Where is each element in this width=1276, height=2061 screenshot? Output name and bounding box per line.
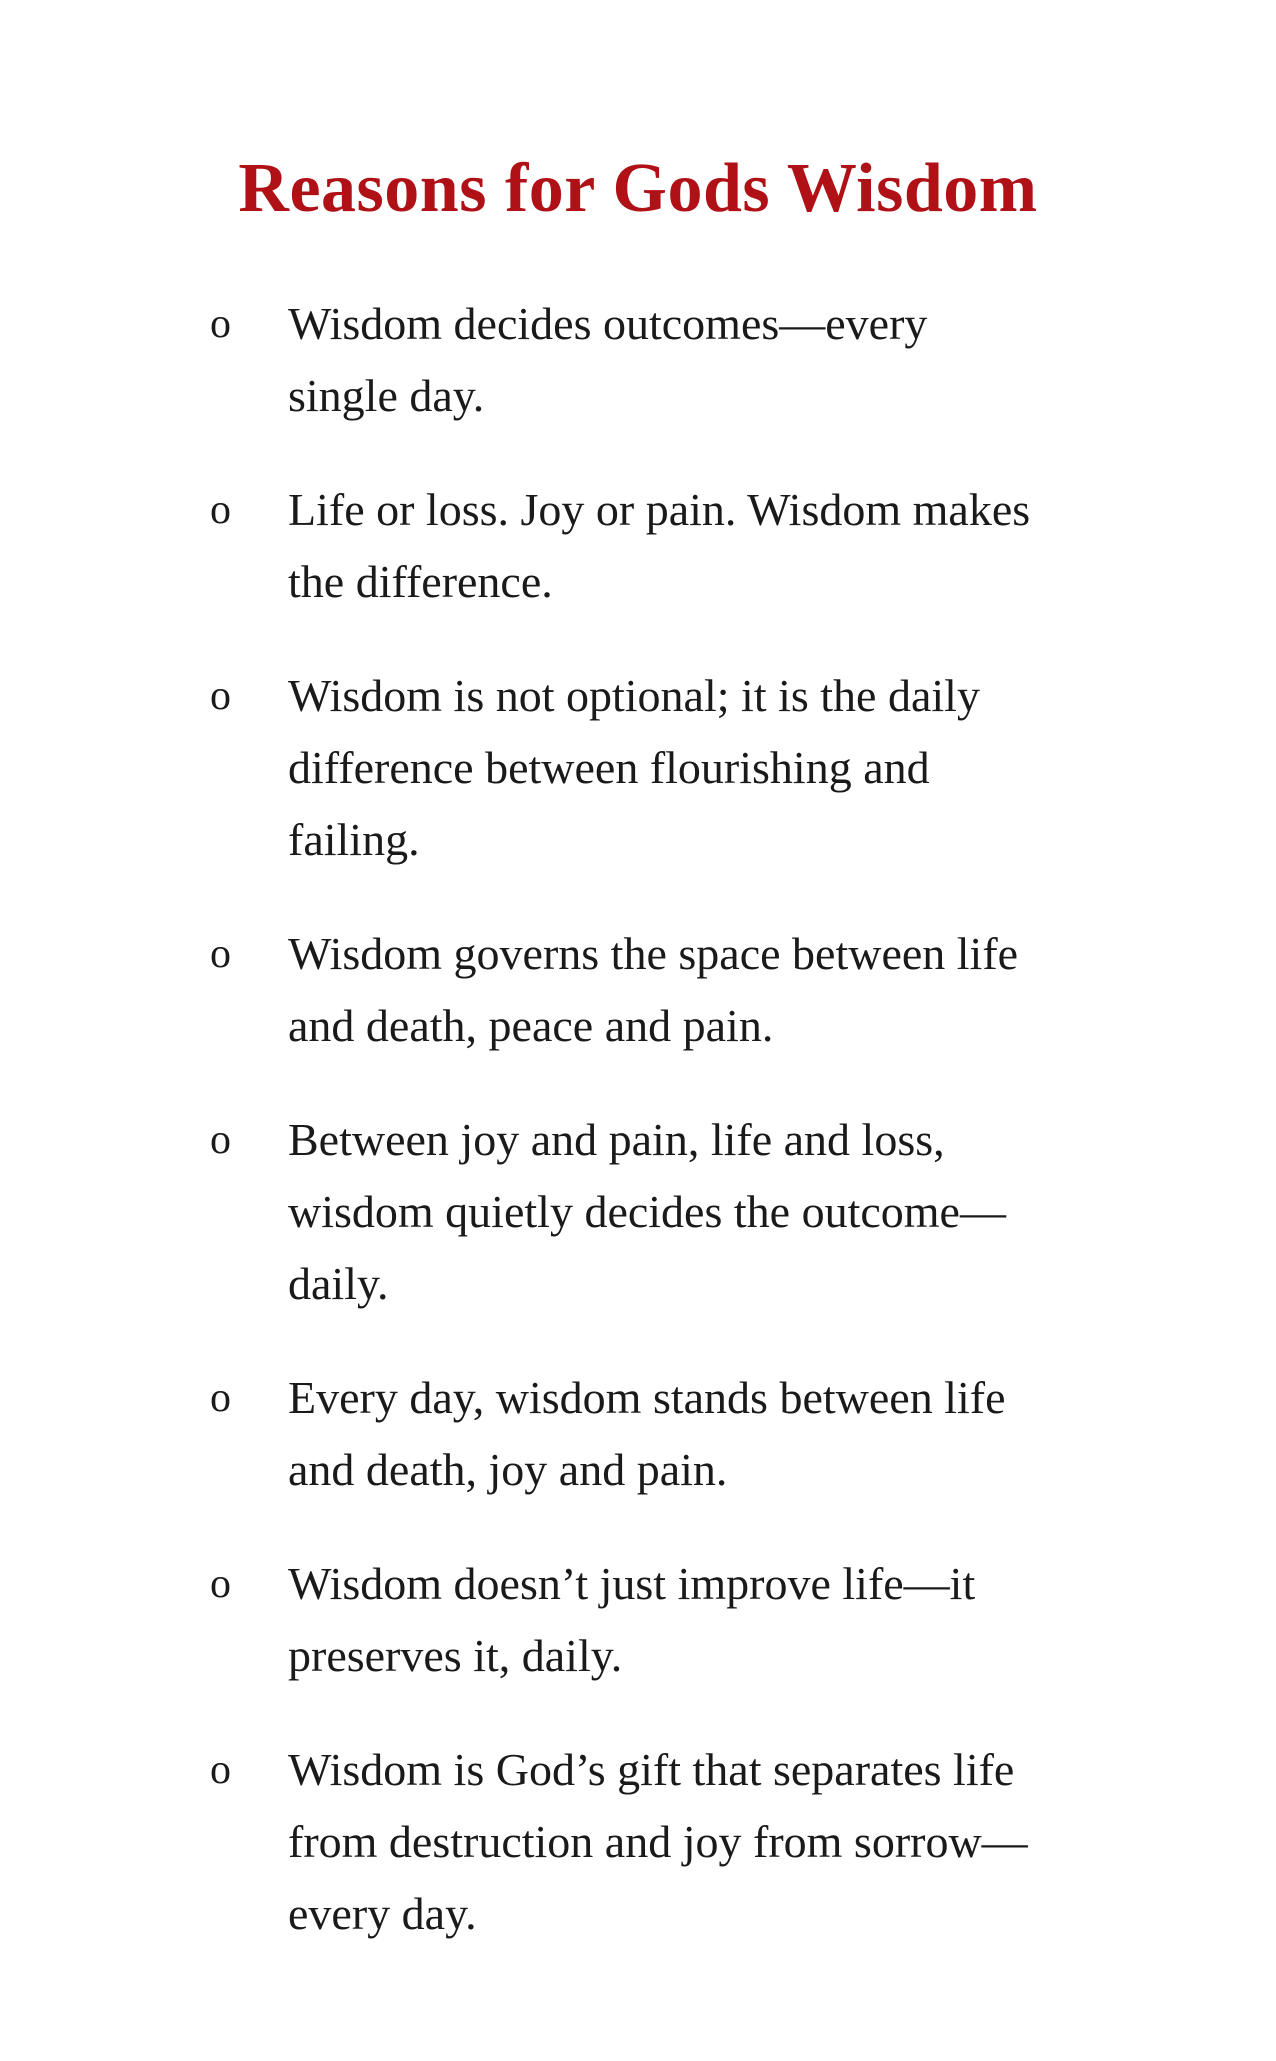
list-item-text: Life or loss. Joy or pain. Wisdom makes the difference.: [288, 484, 1031, 607]
bullet-icon: o: [210, 1747, 231, 1793]
bullet-icon: o: [210, 673, 231, 719]
list-item-text: Wisdom is God’s gift that separates life from destruction and joy from sorrow— every day.: [288, 1744, 1028, 1939]
bullet-icon: o: [210, 301, 231, 347]
bullet-icon: o: [210, 1561, 231, 1607]
list-item-text: Between joy and pain, life and loss, wisdom quietly decides the outcome— daily.: [288, 1114, 1006, 1309]
list-item-text: Wisdom is not optional; it is the daily difference between flourishing and failing.: [288, 670, 980, 865]
list-item-text: Wisdom doesn’t just improve life—it preserves it, daily.: [288, 1558, 976, 1681]
list-item-text: Wisdom decides outcomes—every single day.: [288, 298, 928, 421]
list-item-text: Every day, wisdom stands between life and death, joy and pain.: [288, 1372, 1006, 1495]
bullet-icon: o: [210, 487, 231, 533]
bullet-icon: o: [210, 931, 231, 977]
list-item-text: Wisdom governs the space between life and death, peace and pain.: [288, 928, 1019, 1051]
bullet-icon: o: [210, 1117, 231, 1163]
page-title: Reasons for Gods Wisdom: [238, 150, 1038, 227]
bullet-icon: o: [210, 1375, 231, 1421]
